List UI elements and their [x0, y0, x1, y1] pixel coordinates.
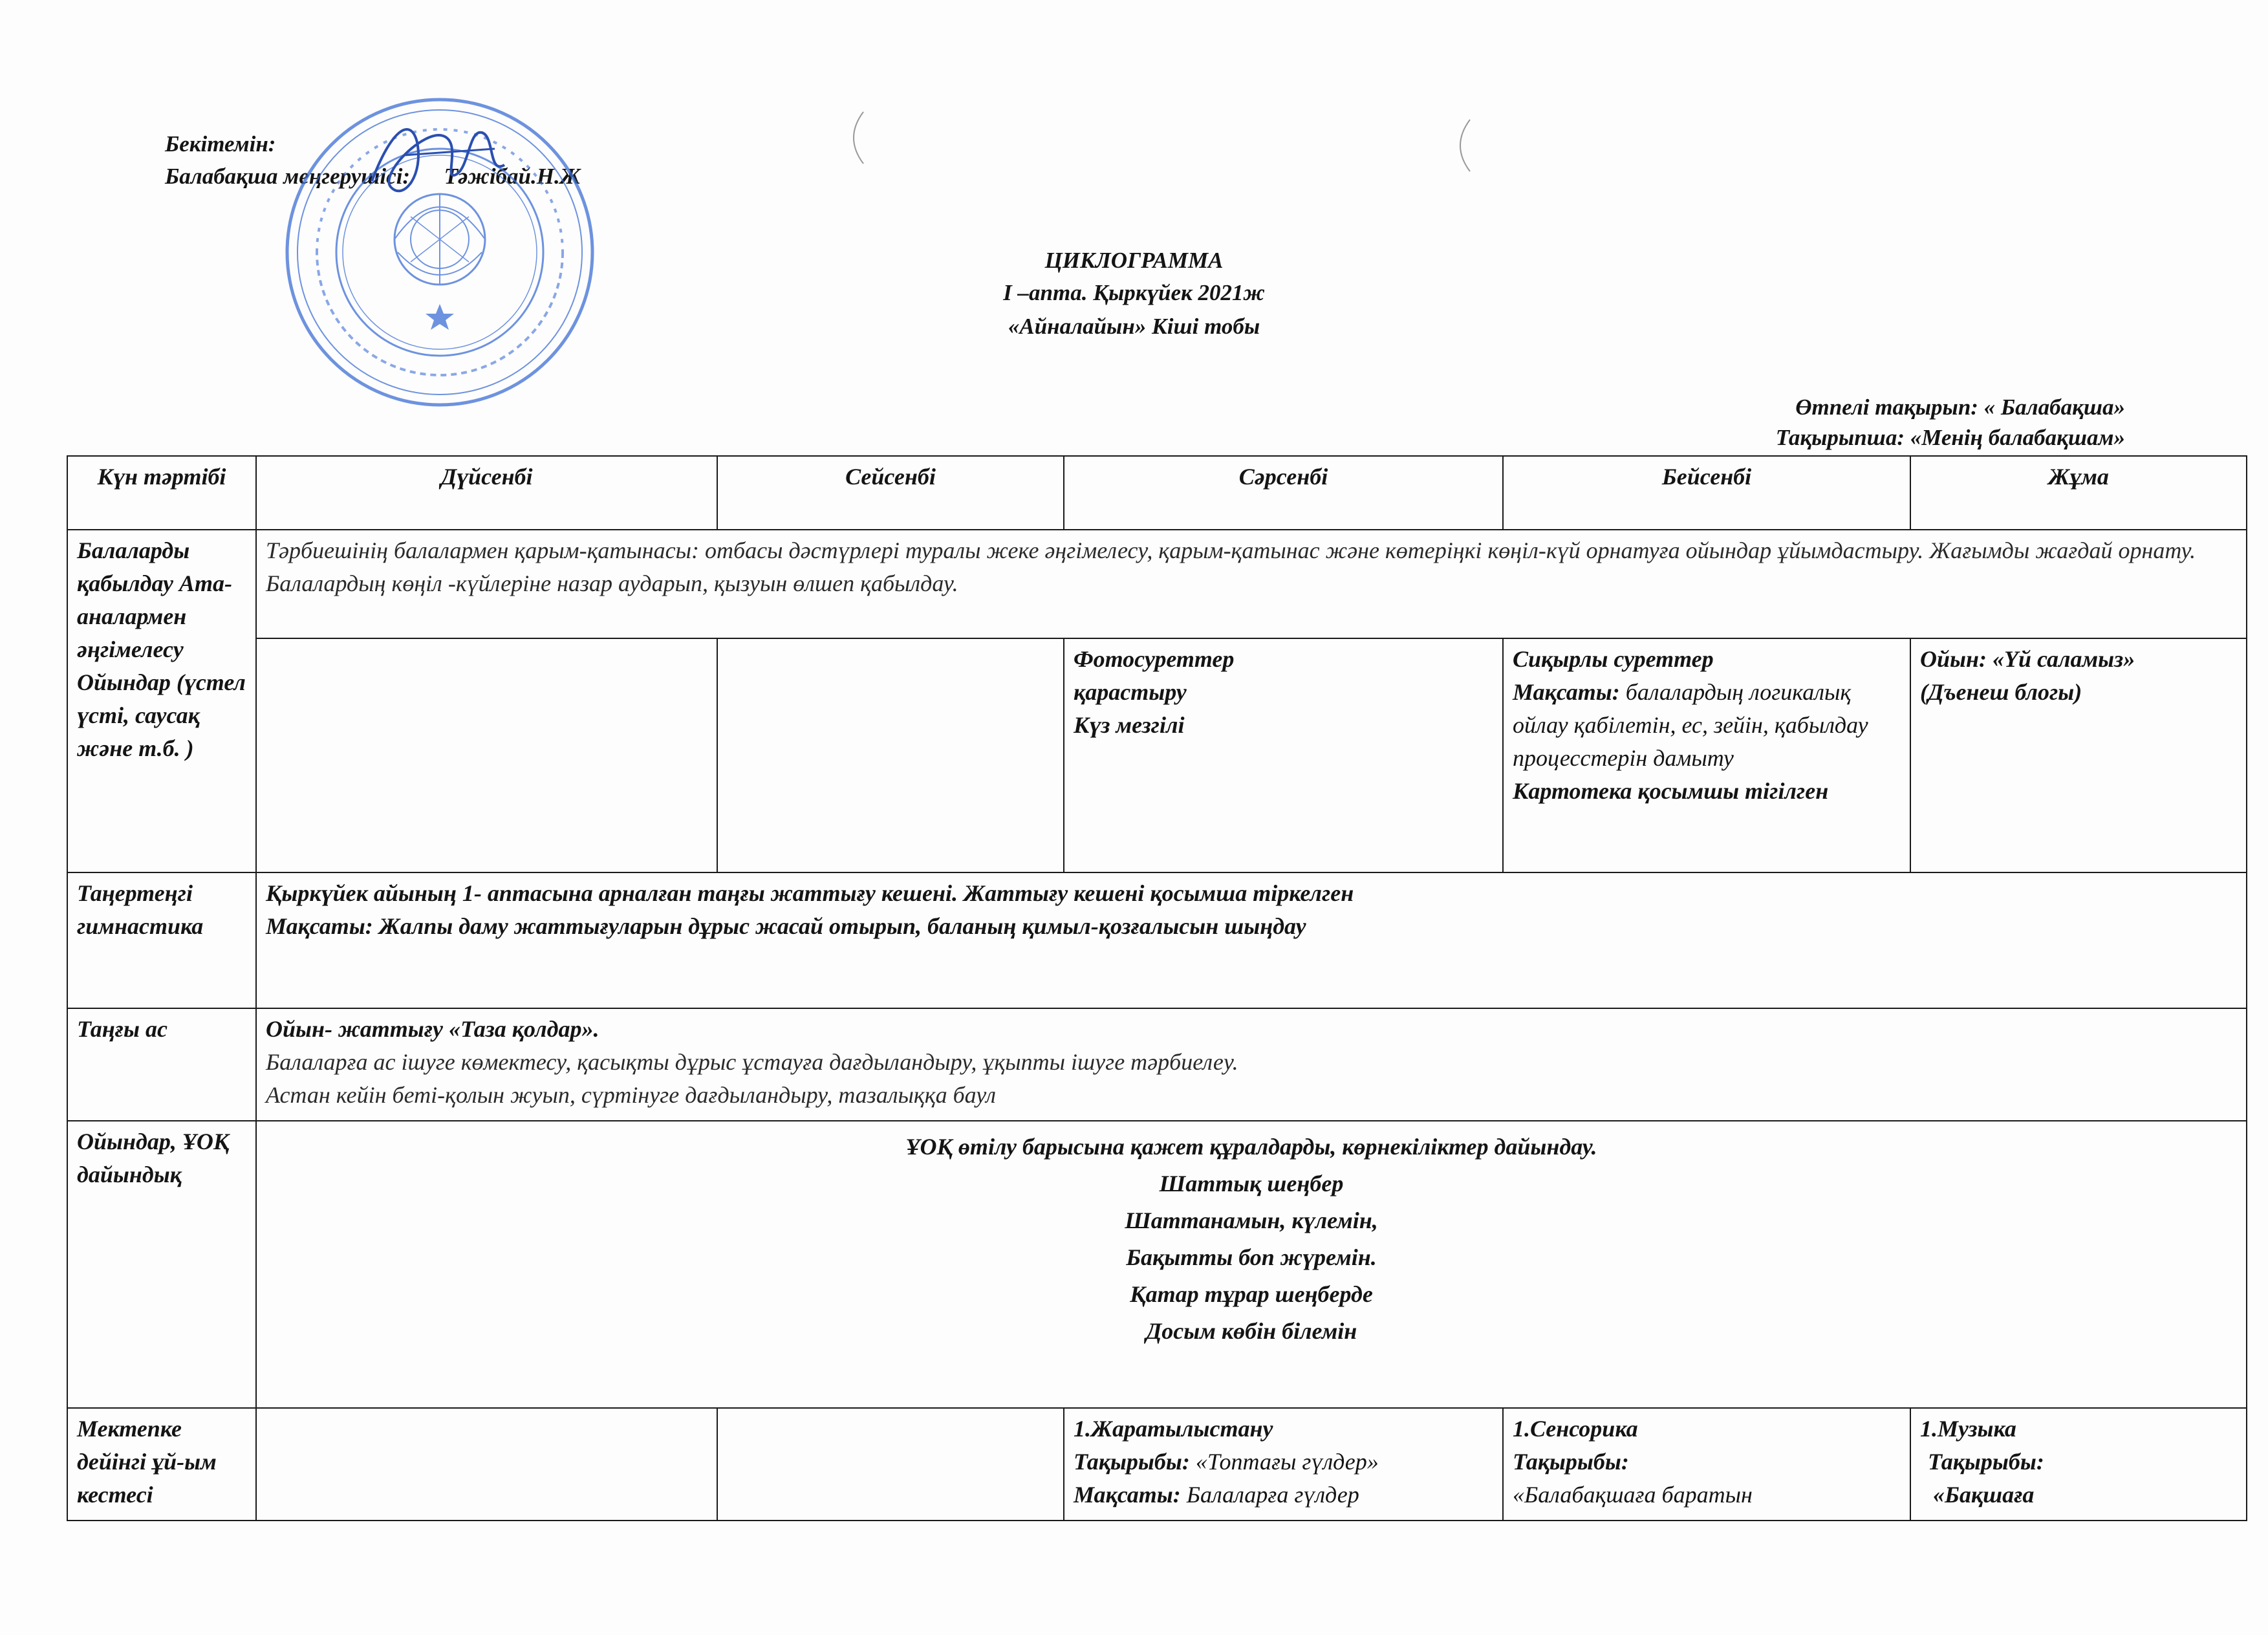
thu-activity-note: Картотека қосымшы тігілген	[1513, 777, 1829, 804]
row-label-games: Ойындар, ҰОҚ дайындық	[67, 1121, 256, 1408]
header-thursday: Бейсенбі	[1503, 456, 1910, 530]
breakfast-cell	[256, 1008, 2247, 1121]
reception-friday-cell	[1910, 638, 2247, 872]
breakfast-text: Астан кейін беті-қолын жуып, сүртінуге дағдыландыру, тазалыққа баул	[266, 1082, 996, 1108]
schedule-monday-cell	[256, 1408, 717, 1521]
goal-text: Балаларға гүлдер	[1180, 1482, 1359, 1508]
games-cell	[256, 1121, 2247, 1408]
header-day-routine: Күн тәртібі	[67, 456, 256, 530]
topic-label: Тақырыбы:	[1513, 1449, 1629, 1475]
row-label-breakfast: Таңғы ас	[67, 1008, 256, 1121]
goal-label: Мақсаты:	[1513, 678, 1620, 705]
fri-activity-line: (Дъенеш блогы)	[1920, 678, 2082, 705]
header-monday: Дүйсенбі	[256, 456, 717, 530]
goal-text: балалардың логикалық ойлау қабілетін, ес, зейін, қабылдау процесстерін дамыту	[1513, 678, 1868, 771]
subtheme: Тақырыпша: «Менің балабақшам»	[1775, 425, 2125, 450]
punch-hole-mark	[841, 109, 867, 167]
gymnastics-line: Қыркүйек айының 1- аптасына арналған таңғы жаттығу кешені. Жаттығу кешені қосымша тіркелген	[266, 880, 1354, 906]
lesson-name: 1.Жаратылыстану	[1074, 1416, 1273, 1442]
poem-line: Шаттанамын, күлемін,	[1125, 1207, 1378, 1233]
poem-title: Шаттық шеңбер	[1159, 1171, 1344, 1196]
goal-label: Мақсаты:	[1074, 1482, 1181, 1508]
cyclogram-table	[67, 455, 2247, 1521]
lesson-name: 1.Музыка	[1920, 1416, 2016, 1442]
punch-hole-mark	[1447, 116, 1473, 175]
week-line: І –апта. Қыркүйек 2021ж	[1003, 280, 1265, 305]
transitional-theme: Өтпелі тақырып: « Балабақша»	[1795, 395, 2125, 420]
reception-wednesday-cell	[1064, 638, 1503, 872]
topic-text: «Балабақшаға баратын	[1513, 1482, 1753, 1508]
gymnastics-cell	[256, 872, 2247, 1008]
doc-title: ЦИКЛОГРАММА	[1044, 248, 1224, 273]
schedule-tuesday-cell	[717, 1408, 1064, 1521]
reception-text: Тәрбиешінің балалармен қарым-қатынасы: отбасы дәстүрлері туралы жеке әңгімелесу, қарым-қатынас және көтеріңкі көңіл-күй орнатуға ойындар ұйымдастыру. Жағымды жағдай орнату. Балалардың көңіл -күйлеріне назар аударып, қызуын өлшеп қабылдау.	[256, 530, 2247, 638]
gymnastics-goal: Мақсаты: Жалпы даму жаттығуларын дұрыс жасай отырып, баланың қимыл-қозғалысын шыңдау	[266, 913, 1306, 939]
fri-activity-line: Ойын: «Үй саламыз»	[1920, 645, 2135, 672]
thu-activity-title: Сиқырлы суреттер	[1513, 645, 1714, 672]
group-line: «Айналайын» Кіші тобы	[1008, 314, 1260, 339]
table-row-schedule	[67, 1408, 2247, 1521]
wed-activity-line: қарастыру	[1074, 678, 1187, 705]
table-row-breakfast	[67, 1008, 2247, 1121]
signature-mark	[365, 103, 514, 213]
poem-line: Досым көбін білемін	[1145, 1318, 1357, 1344]
schedule-friday-cell	[1910, 1408, 2247, 1521]
poem-line: Қатар тұрар шеңберде	[1130, 1281, 1373, 1307]
table-row-gymnastics	[67, 872, 2247, 1008]
row-label-gymnastics: Таңертеңгі гимнастика	[67, 872, 256, 1008]
table-row-reception-activities	[67, 638, 2247, 872]
reception-thursday-cell	[1503, 638, 1910, 872]
table-row-reception	[67, 530, 2247, 638]
table-header-row	[67, 456, 2247, 530]
schedule-thursday-cell	[1503, 1408, 1910, 1521]
topic-label: Тақырыбы:	[1074, 1449, 1190, 1475]
breakfast-text: Балаларға ас ішуге көмектесу, қасықты дұрыс ұстауға дағдыландыру, ұқыпты ішуге тәрбиелеу.	[266, 1049, 1238, 1075]
header-friday: Жұма	[1910, 456, 2247, 530]
reception-monday-cell	[256, 638, 717, 872]
row-label-schedule: Мектепке дейінгі ұй-ым кестесі	[67, 1408, 256, 1521]
topic-label: Тақырыбы:	[1928, 1449, 2044, 1475]
header-wednesday: Сәрсенбі	[1064, 456, 1503, 530]
wed-activity-line: Күз мезгілі	[1074, 711, 1185, 738]
lesson-name: 1.Сенсорика	[1513, 1416, 1638, 1442]
table-row-games	[67, 1121, 2247, 1408]
head-name: Тәжібай.Н.Ж	[444, 164, 581, 189]
thu-activity-goal	[1513, 676, 1901, 775]
poem-line: Бақытты боп жүремін.	[1126, 1244, 1377, 1270]
topic-text: «Топтағы гүлдер»	[1189, 1449, 1379, 1475]
breakfast-game: Ойын- жаттығу «Таза қолдар».	[266, 1016, 599, 1042]
games-line: ҰОҚ өтілу барысына қажет құралдарды, көрнекіліктер дайындау.	[905, 1134, 1597, 1160]
row-label-reception: Балаларды қабылдау Ата-аналармен әңгімелесу Ойындар (үстел үсті, саусақ және т.б. )	[67, 530, 256, 872]
reception-tuesday-cell	[717, 638, 1064, 872]
lesson-goal	[1074, 1478, 1493, 1511]
approval-label: Бекітемін:	[165, 131, 276, 157]
head-title: Балабақша меңгерушісі:	[165, 164, 411, 189]
header-tuesday: Сейсенбі	[717, 456, 1064, 530]
topic-text: «Бақшаға	[1933, 1482, 2035, 1508]
schedule-wednesday-cell	[1064, 1408, 1503, 1521]
lesson-topic	[1074, 1446, 1493, 1478]
wed-activity-line: Фотосуреттер	[1074, 645, 1235, 672]
